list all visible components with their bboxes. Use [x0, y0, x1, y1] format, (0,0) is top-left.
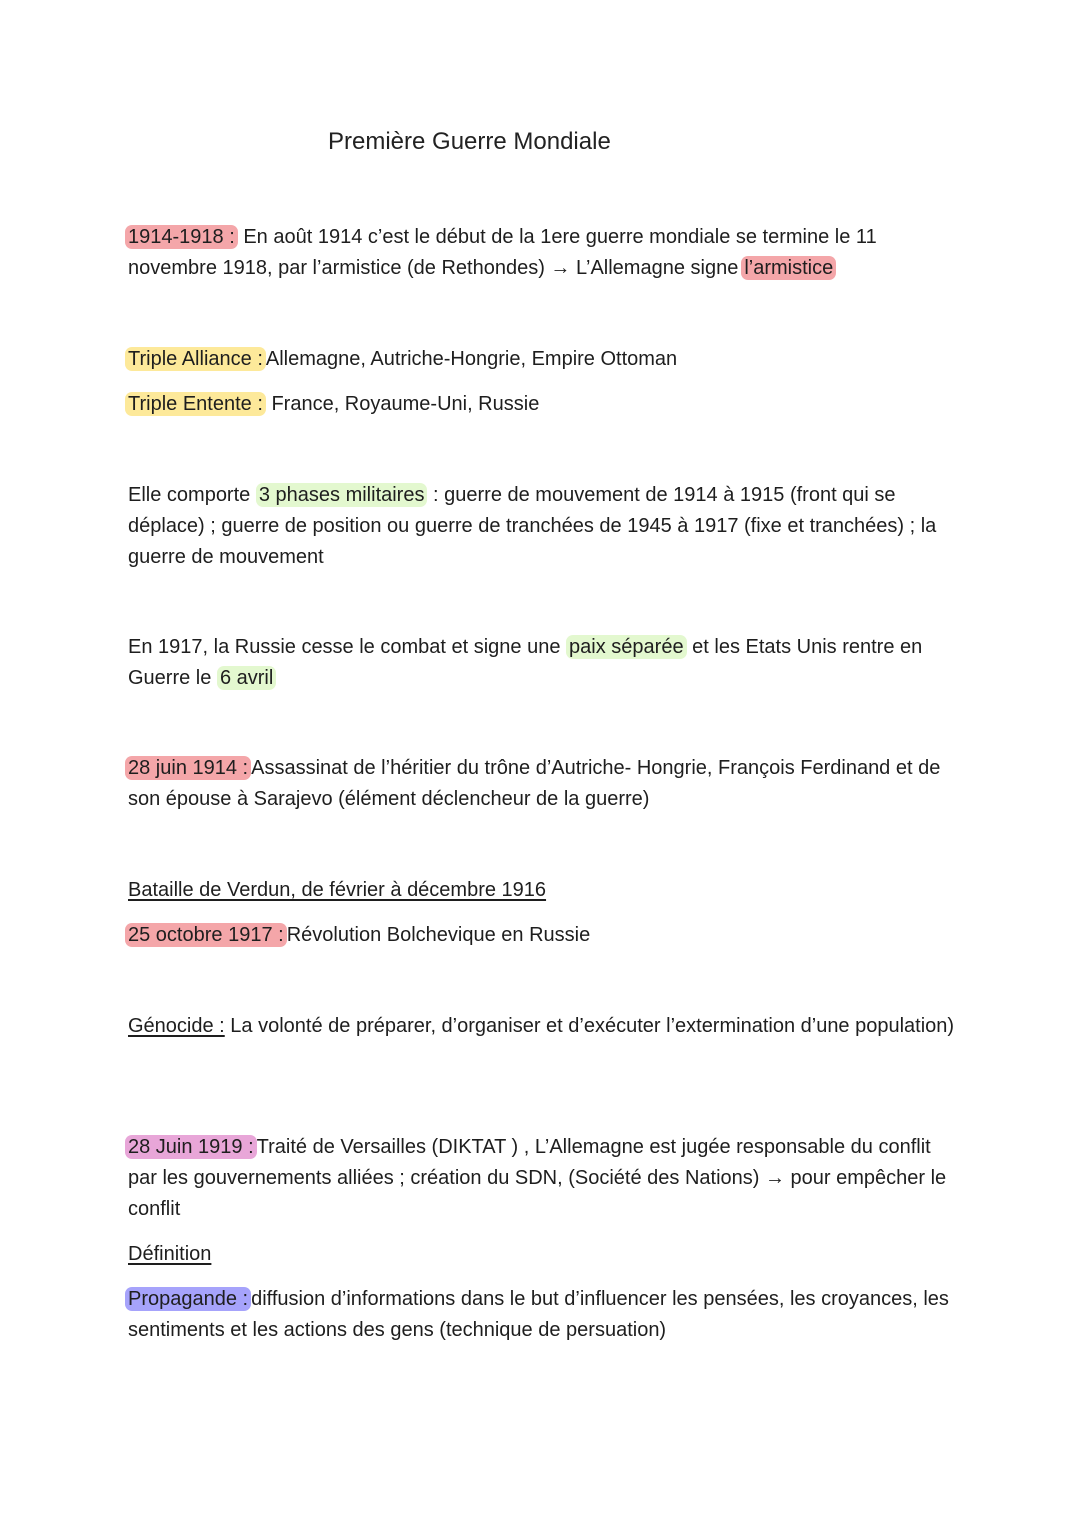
highlight-term: Triple Entente : [125, 392, 266, 416]
paragraph-text: France, Royaume-Uni, Russie [265, 393, 540, 415]
paragraph-text: diffusion d’informations dans le but d’influencer les pensées, les croyances, les sentiments et les actions des gens (technique de persuation) [128, 1288, 949, 1341]
paragraph-russia [128, 632, 958, 694]
highlight-term: l’armistice [741, 256, 836, 280]
highlight-date: 6 avril [217, 666, 276, 690]
paragraph-triple-entente [128, 389, 958, 420]
paragraph-genocide [128, 1011, 958, 1042]
paragraph-text: Assassinat de l’héritier du trône d’Autriche- Hongrie, François Ferdinand et de son épouse à Sarajevo (élément déclencheur de la guerre) [128, 757, 941, 810]
paragraph-phases [128, 480, 958, 573]
highlight-date: 25 octobre 1917 : [125, 923, 287, 947]
highlight-date: 28 Juin 1919 : [125, 1135, 257, 1159]
paragraph-revolution [128, 920, 958, 951]
verdun-heading: Bataille de Verdun, de février à décembre 1916 [128, 879, 547, 901]
paragraph-propagande [128, 1284, 958, 1346]
highlight-term: Propagande : [125, 1287, 251, 1311]
paragraph-text: : guerre de mouvement de 1914 à 1915 (front qui se déplace) ; guerre de position ou guerre de tranchées de 1945 à 1917 (fixe et tranchées) ; la guerre de mouvement [128, 484, 937, 568]
paragraph-versailles [128, 1132, 958, 1225]
paragraph-sarajevo [128, 753, 958, 815]
definition-term: Génocide : [128, 1015, 225, 1037]
paragraph-war-dates [128, 222, 958, 284]
paragraph-text: Allemagne, Autriche-Hongrie, Empire Ottoman [265, 348, 678, 370]
highlight-term: paix séparée [566, 635, 687, 659]
highlight-term: Triple Alliance : [125, 347, 266, 371]
paragraph-text: et les Etats Unis rentre en Guerre le [128, 636, 923, 689]
paragraph-text: Elle comporte [128, 484, 256, 506]
highlight-term: 3 phases militaires [256, 483, 428, 507]
paragraph-text: La volonté de préparer, d’organiser et d’exécuter l’extermination d’une population) [224, 1015, 955, 1037]
paragraph-text: Révolution Bolchevique en Russie [286, 924, 591, 946]
definition-heading: Définition [128, 1243, 212, 1265]
paragraph-text: En août 1914 c’est le début de la 1ere guerre mondiale se termine le 11 novembre 1918, par l’armistice (de Rethondes) → L’Allemagne signe [128, 226, 877, 279]
highlight-date: 1914-1918 : [125, 225, 238, 249]
paragraph-text: Traité de Versailles (DIKTAT ) , L’Allemagne est jugée responsable du conflit par les gouvernements alliées ; création du SDN, (Société des Nations) → pour empêcher le conflit [128, 1136, 947, 1220]
highlight-date: 28 juin 1914 : [125, 756, 251, 780]
paragraph-triple-alliance [128, 344, 958, 375]
page-title: Première Guerre Mondiale [328, 128, 611, 155]
paragraph-text: En 1917, la Russie cesse le combat et signe une [128, 636, 567, 658]
